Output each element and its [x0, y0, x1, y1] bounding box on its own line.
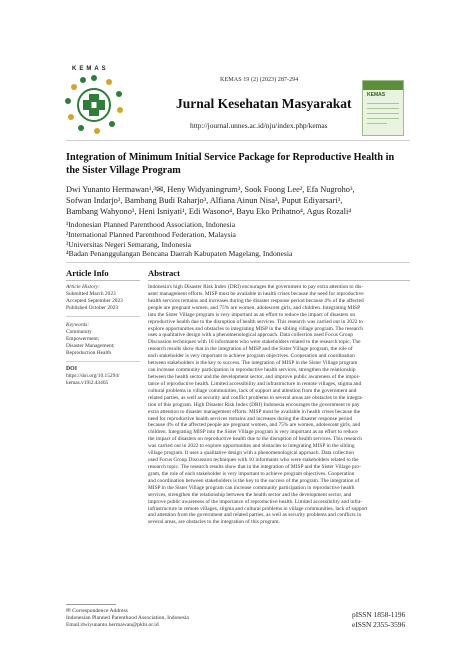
footnote-line: ✉ Correspondence Address: [66, 608, 128, 614]
article-history: [66, 284, 142, 312]
affiliation-list: [66, 220, 410, 259]
abstract-line: gram, the role of each stakeholder is very important to achieve program objectives. Cooperation: [148, 470, 355, 477]
footnote-line: Email:dwiyunanto.hermawan@pkbi.or.id: [66, 622, 159, 629]
affiliation: ⁴Badan Penanggulangan Bencana Daerah Kabupaten Magelang, Indonesia: [66, 249, 293, 259]
correspondence-footnote: [66, 608, 246, 630]
abstract-line: was carried out in 2022 to explore opportunities and obstacles to integrating MISP in the sibling: [148, 443, 355, 450]
affiliation: ³Universitas Negeri Semarang, Indonesia: [66, 239, 192, 249]
abstract-line: used Focus Group Discussion techniques with 10 informants who were stakeholders related to the: [148, 457, 359, 464]
eissn: eISSN 2355-3596: [352, 619, 406, 629]
journal-meta: KEMAS 19 (2) (2023) 287-294: [220, 76, 299, 83]
header-divider: [66, 140, 410, 141]
abstract-line: reproductive health due to the disruption of health services. This research was carried out in 2022 to: [148, 318, 363, 325]
history-item: Accepted September 2023: [66, 298, 123, 305]
abstract-line: extra attention to disaster management efforts. MISP must be available in health crises because the: [148, 408, 361, 415]
abstract-line: because 4% of the affected people are pregnant women, and 75% are women, adolescent girls, and: [148, 422, 361, 429]
keywords: [66, 322, 142, 357]
abstract-line: cultural problems in village communities, lack of support and attention from the government and: [148, 387, 357, 394]
issn-block: [352, 610, 405, 629]
doi-label: DOI: [66, 366, 77, 372]
cover-title: KEMAS: [367, 92, 386, 98]
affiliation: ¹Indonesian Planned Parenthood Association, Indonesia: [66, 220, 236, 229]
doi-link[interactable]: kemas.v19i2.43465: [66, 380, 109, 387]
abstract-line: health services remains and increases during the disaster response period because 4% of the affected: [148, 297, 364, 304]
journal-name: Jurnal Kesehatan Masyarakat: [176, 96, 352, 111]
abstract-line: and coordination between stakeholders is the key to the success of the program. The integration of: [148, 477, 360, 484]
author-line: Bambang Wahyono³, Heni Isniyati¹, Edi Wasono⁴, Bayu Eko Prihatno⁴, Agus Rozali⁴: [66, 207, 352, 217]
journal-logo: [62, 72, 126, 136]
keyword: Reproduction Health: [66, 350, 112, 357]
paper-title: Integration of Minimum Initial Service Package for Reproductive Health in the Sister Village Program: [66, 152, 395, 176]
author-list: [66, 184, 410, 218]
section-divider: [66, 262, 410, 263]
abstract-line: several areas, are obstacles to the integration of this program.: [148, 519, 280, 526]
doi-link[interactable]: https://doi.org/10.15294/: [66, 373, 120, 380]
abstract-line: related parties, as well as security and conflict problems in several areas are obstacles to the integra-: [148, 394, 364, 401]
keyword: Community: [66, 329, 92, 336]
abstract-line: Discussion techniques with 10 informants who were stakeholders related to the research topic. The: [148, 339, 361, 346]
pissn: pISSN 1858-1196: [352, 610, 406, 619]
abstract-line: need for reproductive health services remains and increases during the disaster response period: [148, 415, 353, 422]
footnote-line: Indonesian Planned Parenthood Association, Indonesia: [66, 615, 189, 622]
abstract-line: between stakeholders is the key to success. The integration of MISP in the Sister Village program: [148, 360, 358, 367]
abstract-line: each stakeholder is very important to achieve program objectives. Cooperation and coordination: [148, 353, 355, 360]
abstract-line: children. Integrating MISP into the Sister Village program is very important as an effort to reduce: [148, 429, 358, 436]
abstract-line: explore opportunities and obstacles to integrating MISP in the sibling village program. The research: [148, 325, 363, 332]
abstract-line: research results show that in the integration of MISP and the Sister Village program, the role of: [148, 346, 353, 353]
abstract-line: uses a qualitative design with a phenomenological approach. Data collection used Focus Group: [148, 332, 353, 339]
history-item: Submitted March 2023: [66, 291, 116, 298]
abstract-line: the impact of disasters on reproductive health due to the disruption of health services. This research: [148, 436, 362, 443]
abstract-divider: [148, 280, 410, 281]
abstract-line: people are pregnant women, and 75% are women, adolescent girls, and children. Integrating MISP: [148, 304, 361, 311]
article-info-heading: Article Info: [66, 268, 109, 278]
abstract-line: research topic. The research results show that in the integration of MISP and the Sister Village pro-: [148, 463, 361, 470]
info-divider: [66, 361, 140, 362]
abstract-line: improve public awareness of the importance of reproductive health. Limited accessibility and infra-: [148, 498, 363, 505]
affiliation: ²International Planned Parenthood Federation, Malaysia: [66, 229, 236, 239]
logo-text: KEMAS: [72, 66, 109, 72]
journal-url[interactable]: http://journal.unnes.ac.id/nju/index.php/kemas: [190, 121, 328, 130]
history-label: Article History:: [66, 284, 100, 290]
abstract-line: into the Sister Village program is very important as an effort to reduce the impact of disasters on: [148, 311, 356, 318]
abstract-heading: Abstract: [148, 268, 180, 278]
history-item: Published October 2023: [66, 305, 119, 312]
keyword: Disaster Management;: [66, 343, 115, 350]
info-divider: [66, 316, 140, 317]
author-line: Sofwan Indarjo³, Bambang Budi Raharjo³, Alfiana Ainun Nisa³, Puput Ediyarsari³,: [66, 196, 343, 206]
abstract-line: village program. It uses a qualitative design with a phenomenological approach. Data collection: [148, 450, 354, 457]
abstract-line: and attention from the government and related parties, as well as security problems and conflicts in: [148, 512, 362, 519]
abstract-line: tion of this program. High Disaster Risk Index (DRI) Indonesia encourages the government to pay: [148, 401, 360, 408]
abstract-line: can increase community participation in reproductive health services, strengthen the relationship: [148, 367, 356, 374]
keywords-label: Keywords:: [66, 322, 90, 328]
abstract-line: MISP in the Sister Village program can increase community participation in reproductive health: [148, 484, 355, 491]
abstract-line: tance of reproductive health. Limited accessibility and infrastructure in remote villages, stigma and: [148, 380, 362, 387]
doi-block: [66, 366, 142, 387]
abstract-line: Indonesia's high Disaster Risk Index (DRI) encourages the government to pay extra attention to dis-: [148, 284, 364, 290]
abstract-line: between the health sector and the development sector, and improve public awareness of the impor-: [148, 373, 361, 380]
abstract-line: services, strengthen the relationship between the health sector and the development sector, and: [148, 491, 352, 498]
article-info-divider: [66, 280, 140, 281]
abstract-line: aster management efforts. MISP must be available in health crises because the need for reproductive: [148, 290, 364, 297]
footnote-rule: [66, 604, 116, 605]
journal-cover-image: [362, 80, 404, 136]
author-line: Dwi Yunanto Hermawan¹,³✉, Heny Widyaningrum³, Sook Foong Lee², Efa Nugroho³,: [66, 185, 355, 194]
keyword: Empowerment;: [66, 336, 100, 343]
abstract-body: [148, 284, 410, 526]
abstract-line: infrastructure in remote villages, stigma and cultural problems in village communities, lack of support: [148, 505, 368, 512]
